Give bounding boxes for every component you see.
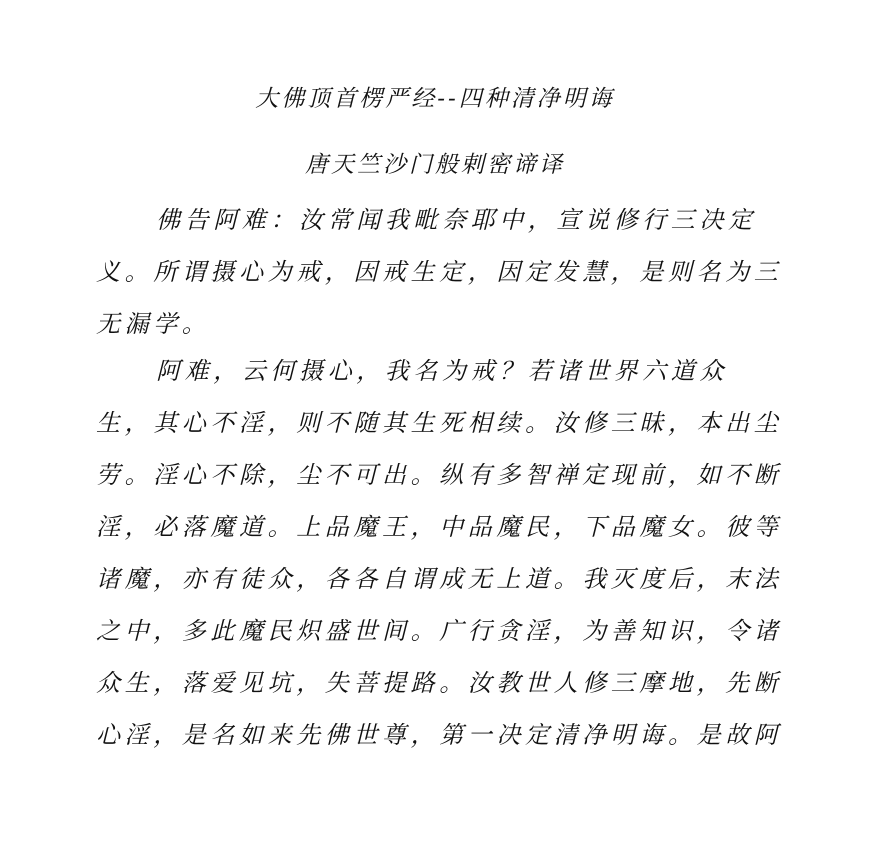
paragraph-2: 阿难，云何摄心，我名为戒？若诸世界六道众生，其心不淫，则不随其生死相续。汝修三昧，本出尘劳。淫心不除，尘不可出。纵有多智禅定现前，如不断淫，必落魔道。上品魔王，中品魔民，下品魔女。彼等诸魔，亦有徒众，各各自谓成无上道。我灭度后，末法之中，多此魔民炽盛世间。广行贪淫，为善知识，令诸众生，落爱见坑，失菩提路。汝教世人修三摩地，先断心淫，是名如来先佛世尊，第一决定清净明诲。是故阿 [96,357,783,749]
document-subtitle: 唐天竺沙门般剌密谛译 [305,152,565,178]
paragraph-1: 佛告阿难：汝常闻我毗奈耶中，宣说修行三决定义。所谓摄心为戒，因戒生定，因定发慧，是则名为三无漏学。 [96,206,783,338]
document-title: 大佛顶首楞严经--四种清净明诲 [255,86,615,112]
